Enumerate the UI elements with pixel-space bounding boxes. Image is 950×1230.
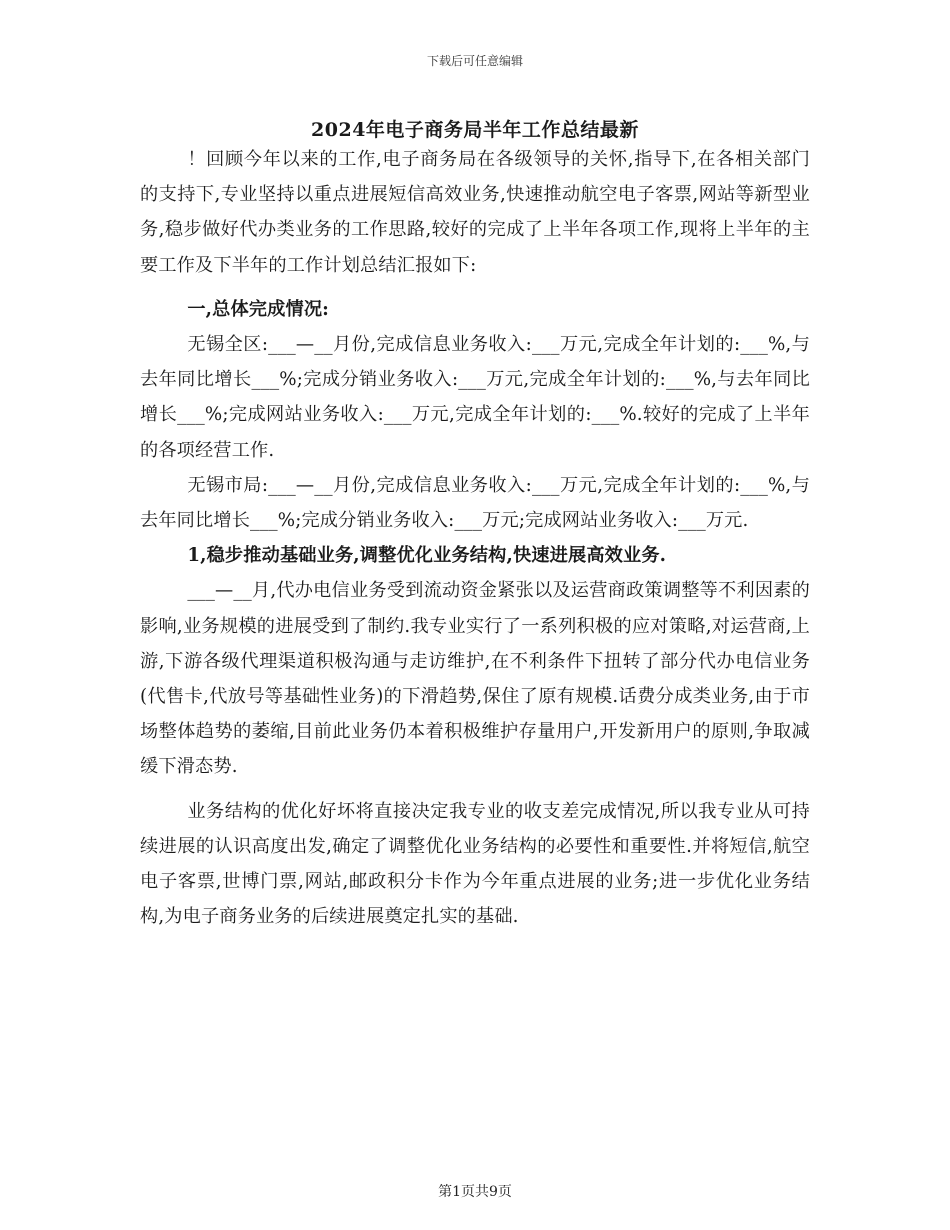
section-heading-basic-business: 1,稳步推动基础业务,调整优化业务结构,快速进展高效业务. [187,545,667,567]
wuxi-region-paragraph: 无锡全区:___—__月份,完成信息业务收入:___万元,完成全年计划的:___%,与去年同比增长___%;完成分销业务收入:___万元,完成全年计划的:___%,与去年同比增长___%;完成网站业务收入:___万元,完成全年计划的:___%.较好的完成了上半年的各项经营工作. [140,334,810,461]
section-heading-overall: 一,总体完成情况: [187,298,330,320]
wuxi-city-paragraph: 无锡市局:___—__月份,完成信息业务收入:___万元,完成全年计划的:___%,与去年同比增长___%;完成分销业务收入:___万元;完成网站业务收入:___万元. [140,474,810,532]
header-note: 下载后可任意编辑 [426,54,523,68]
document-title: 2024年电子商务局半年工作总结最新 [311,119,639,141]
document-body [140,142,810,934]
page-footer: 第1页共9页 [438,1184,512,1200]
intro-paragraph: ！回顾今年以来的工作,电子商务局在各级领导的关怀,指导下,在各相关部门的支持下,专业坚持以重点进展短信高效业务,快速推动航空电子客票,网站等新型业务,稳步做好代办类业务的工作思路,较好的完成了上半年各项工作,现将上半年的主要工作及下半年的工作计划总结汇报如下: [140,149,810,276]
telecom-paragraph: ___—__月,代办电信业务受到流动资金紧张以及运营商政策调整等不利因素的影响,业务规模的进展受到了制约.我专业实行了一系列积极的应对策略,对运营商,上游,下游各级代理渠道积极沟通与走访维护,在不利条件下扭转了部分代办电信业务(代售卡,代放号等基础性业务)的下滑趋势,保住了原有规模.话费分成类业务,由于市场整体趋势的萎缩,目前此业务仍本着积极维护存量用户,开发新用户的原则,争取减缓下滑态势. [140,580,810,778]
structure-paragraph: 业务结构的优化好坏将直接决定我专业的收支差完成情况,所以我专业从可持续进展的认识高度出发,确定了调整优化业务结构的必要性和重要性.并将短信,航空电子客票,世博门票,网站,邮政积分卡作为今年重点进展的业务;进一步优化业务结构,为电子商务业务的后续进展奠定扎实的基础. [140,800,810,928]
